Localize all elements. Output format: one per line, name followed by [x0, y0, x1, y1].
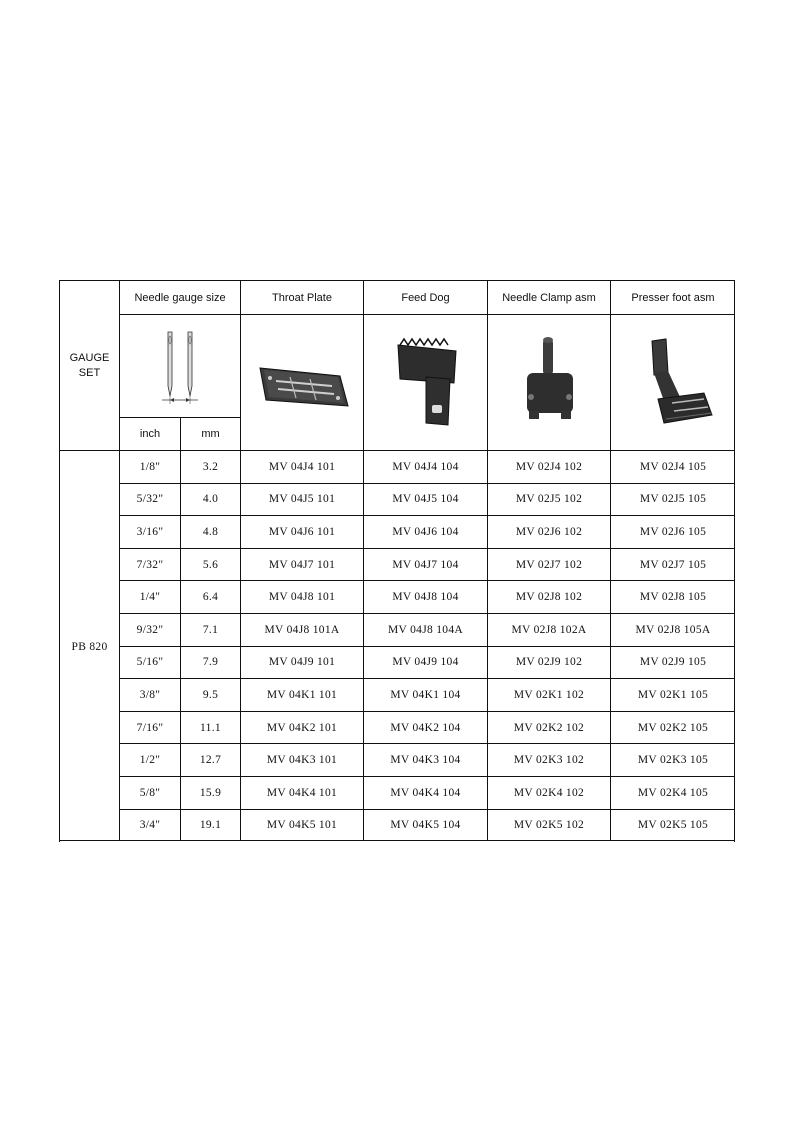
cell-throat-plate-text: MV 04K4 101 — [266, 786, 338, 799]
gauge-set-text: GAUGE SET — [69, 351, 110, 379]
header-throat-plate-label: Throat Plate — [272, 291, 332, 304]
header-presser-foot — [610, 280, 735, 314]
cell-throat-plate-text: MV 04J8 101A — [264, 623, 340, 636]
cell-feed-dog-text: MV 04J9 104 — [392, 656, 459, 669]
cell-throat-plate-text: MV 04J4 101 — [268, 460, 336, 473]
cell-throat-plate-text: MV 04J8 101 — [268, 591, 336, 604]
cell-inch-text: 1/2" — [139, 754, 161, 767]
cell-throat-plate-text: MV 04K2 101 — [266, 721, 338, 734]
cell-needle-clamp-text: MV 02J9 102 — [515, 656, 583, 669]
cell-needle-clamp-text: MV 02K4 102 — [513, 786, 585, 799]
cell-mm — [180, 483, 240, 516]
cell-inch — [119, 678, 180, 711]
cell-inch — [119, 483, 180, 516]
cell-inch — [119, 743, 180, 776]
cell-needle-clamp-text: MV 02K2 102 — [513, 721, 585, 734]
cell-inch — [119, 646, 180, 679]
cell-mm-text: 15.9 — [199, 786, 222, 799]
cell-needle-clamp — [487, 515, 610, 548]
cell-throat-plate — [240, 646, 363, 679]
cell-needle-clamp-text: MV 02J5 102 — [515, 493, 583, 506]
cell-mm-text: 12.7 — [199, 754, 222, 767]
cell-presser-foot-text: MV 02K4 105 — [637, 786, 709, 799]
cell-throat-plate — [240, 450, 363, 483]
cell-presser-foot-text: MV 02J4 105 — [639, 460, 707, 473]
cell-mm — [180, 678, 240, 711]
cell-inch-text: 5/16" — [136, 656, 164, 669]
cell-presser-foot — [610, 711, 735, 744]
cell-feed-dog-text: MV 04J6 104 — [392, 525, 459, 538]
presser-foot-image-cell — [610, 314, 735, 450]
cell-feed-dog — [363, 580, 487, 613]
cell-throat-plate-text: MV 04K3 101 — [266, 754, 338, 767]
header-feed-dog-label: Feed Dog — [401, 291, 450, 304]
cell-presser-foot — [610, 678, 735, 711]
cell-throat-plate — [240, 515, 363, 548]
cell-presser-foot-text: MV 02K5 105 — [637, 819, 709, 832]
cell-throat-plate — [240, 613, 363, 646]
cell-needle-clamp — [487, 646, 610, 679]
cell-mm — [180, 776, 240, 809]
cell-mm — [180, 743, 240, 776]
cell-mm — [180, 613, 240, 646]
cell-needle-clamp — [487, 743, 610, 776]
cell-feed-dog — [363, 483, 487, 516]
cell-needle-clamp-text: MV 02J8 102A — [511, 623, 587, 636]
gauge-set-table — [59, 280, 735, 842]
presser-foot-icon — [628, 333, 718, 433]
cell-mm-text: 5.6 — [202, 558, 219, 571]
needle-gauge-image-cell — [119, 314, 240, 417]
cell-mm-text: 19.1 — [199, 819, 222, 832]
cell-feed-dog — [363, 548, 487, 581]
cell-mm — [180, 515, 240, 548]
cell-feed-dog — [363, 646, 487, 679]
cell-throat-plate — [240, 580, 363, 613]
cell-presser-foot-text: MV 02K3 105 — [637, 754, 709, 767]
table-right-border — [734, 280, 735, 842]
cell-throat-plate — [240, 743, 363, 776]
model-cell — [59, 450, 119, 842]
cell-inch — [119, 548, 180, 581]
model-label: PB 820 — [71, 640, 108, 653]
cell-inch-text: 5/8" — [139, 786, 161, 799]
header-throat-plate — [240, 280, 363, 314]
cell-needle-clamp — [487, 711, 610, 744]
throat-plate-icon — [252, 348, 352, 418]
cell-inch — [119, 580, 180, 613]
cell-needle-clamp — [487, 450, 610, 483]
cell-inch-text: 9/32" — [136, 623, 164, 636]
cell-needle-clamp — [487, 776, 610, 809]
cell-mm — [180, 809, 240, 842]
cell-mm-text: 4.0 — [202, 493, 219, 506]
cell-mm-text: 9.5 — [202, 688, 219, 701]
cell-feed-dog-text: MV 04K2 104 — [390, 721, 461, 734]
cell-needle-clamp-text: MV 02K5 102 — [513, 819, 585, 832]
cell-presser-foot-text: MV 02J6 105 — [639, 525, 707, 538]
cell-presser-foot-text: MV 02J5 105 — [639, 493, 707, 506]
cell-throat-plate — [240, 548, 363, 581]
cell-presser-foot — [610, 613, 735, 646]
cell-inch-text: 1/8" — [139, 460, 161, 473]
cell-inch-text: 5/32" — [136, 493, 164, 506]
subheader-mm-label: mm — [201, 428, 220, 440]
header-needle-clamp — [487, 280, 610, 314]
cell-throat-plate-text: MV 04J9 101 — [268, 656, 336, 669]
cell-needle-clamp — [487, 678, 610, 711]
subheader-mm — [180, 417, 240, 450]
cell-throat-plate — [240, 678, 363, 711]
cell-presser-foot-text: MV 02J7 105 — [639, 558, 707, 571]
cell-mm — [180, 580, 240, 613]
cell-throat-plate-text: MV 04J5 101 — [268, 493, 336, 506]
cell-throat-plate — [240, 776, 363, 809]
cell-inch — [119, 613, 180, 646]
cell-feed-dog-text: MV 04J4 104 — [392, 460, 459, 473]
cell-feed-dog — [363, 809, 487, 842]
cell-inch-text: 3/8" — [139, 688, 161, 701]
subheader-inch — [119, 417, 180, 450]
cell-feed-dog — [363, 678, 487, 711]
cell-presser-foot — [610, 580, 735, 613]
cell-presser-foot — [610, 450, 735, 483]
cell-presser-foot-text: MV 02J8 105A — [635, 623, 711, 636]
cell-mm-text: 6.4 — [202, 591, 219, 604]
cell-inch — [119, 515, 180, 548]
cell-presser-foot — [610, 515, 735, 548]
cell-throat-plate — [240, 711, 363, 744]
cell-presser-foot-text: MV 02K1 105 — [637, 688, 709, 701]
cell-throat-plate-text: MV 04K1 101 — [266, 688, 338, 701]
cell-mm — [180, 548, 240, 581]
cell-needle-clamp — [487, 483, 610, 516]
cell-feed-dog — [363, 711, 487, 744]
cell-mm-text: 7.9 — [202, 656, 219, 669]
cell-needle-clamp-text: MV 02K1 102 — [513, 688, 585, 701]
cell-presser-foot — [610, 809, 735, 842]
cell-inch-text: 3/16" — [136, 525, 164, 538]
header-feed-dog — [363, 280, 487, 314]
cell-needle-clamp — [487, 613, 610, 646]
cell-feed-dog-text: MV 04J8 104 — [392, 591, 459, 604]
cell-feed-dog-text: MV 04J8 104A — [388, 623, 463, 636]
cell-mm-text: 7.1 — [202, 623, 219, 636]
cell-feed-dog — [363, 776, 487, 809]
cell-needle-clamp-text: MV 02K3 102 — [513, 754, 585, 767]
cell-feed-dog — [363, 450, 487, 483]
cell-needle-clamp-text: MV 02J8 102 — [515, 591, 583, 604]
cell-mm — [180, 450, 240, 483]
feed-dog-icon — [386, 333, 466, 433]
cell-feed-dog-text: MV 04J7 104 — [392, 558, 459, 571]
cell-presser-foot — [610, 646, 735, 679]
cell-needle-clamp-text: MV 02J4 102 — [515, 460, 583, 473]
header-needle-clamp-label: Needle Clamp asm — [502, 291, 596, 304]
cell-presser-foot-text: MV 02K2 105 — [637, 721, 709, 734]
table-bottom-border — [59, 840, 735, 841]
cell-feed-dog-text: MV 04K5 104 — [390, 819, 461, 832]
cell-mm — [180, 646, 240, 679]
cell-feed-dog — [363, 613, 487, 646]
cell-throat-plate — [240, 809, 363, 842]
cell-inch-text: 3/4" — [139, 819, 161, 832]
cell-needle-clamp-text: MV 02J7 102 — [515, 558, 583, 571]
cell-mm-text: 11.1 — [200, 721, 221, 734]
cell-feed-dog — [363, 515, 487, 548]
subheader-inch-label: inch — [139, 428, 161, 440]
cell-feed-dog — [363, 743, 487, 776]
cell-presser-foot — [610, 776, 735, 809]
cell-mm — [180, 711, 240, 744]
cell-needle-clamp — [487, 809, 610, 842]
cell-feed-dog-text: MV 04K3 104 — [390, 754, 461, 767]
throat-plate-image-cell — [240, 314, 363, 450]
cell-throat-plate-text: MV 04J7 101 — [268, 558, 336, 571]
cell-inch-text: 1/4" — [139, 591, 161, 604]
feed-dog-image-cell — [363, 314, 487, 450]
cell-inch — [119, 809, 180, 842]
cell-feed-dog-text: MV 04J5 104 — [392, 493, 459, 506]
cell-mm-text: 3.2 — [202, 460, 219, 473]
cell-inch-text: 7/16" — [136, 721, 164, 734]
cell-presser-foot-text: MV 02J8 105 — [639, 591, 707, 604]
cell-throat-plate — [240, 483, 363, 516]
header-presser-foot-label: Presser foot asm — [631, 291, 715, 304]
needle-clamp-icon — [509, 333, 589, 433]
gauge-set-label — [59, 280, 119, 450]
cell-feed-dog-text: MV 04K1 104 — [390, 688, 461, 701]
cell-presser-foot — [610, 548, 735, 581]
cell-throat-plate-text: MV 04J6 101 — [268, 525, 336, 538]
needle-clamp-image-cell — [487, 314, 610, 450]
header-needle-gauge-size — [119, 280, 240, 314]
needle-gauge-diagram-icon — [150, 326, 210, 406]
cell-inch — [119, 711, 180, 744]
cell-throat-plate-text: MV 04K5 101 — [266, 819, 338, 832]
cell-presser-foot — [610, 743, 735, 776]
header-needle-gauge-size-label: Needle gauge size — [134, 291, 226, 304]
cell-mm-text: 4.8 — [202, 525, 219, 538]
cell-feed-dog-text: MV 04K4 104 — [390, 786, 461, 799]
cell-needle-clamp — [487, 580, 610, 613]
cell-inch-text: 7/32" — [136, 558, 164, 571]
cell-presser-foot — [610, 483, 735, 516]
cell-presser-foot-text: MV 02J9 105 — [639, 656, 707, 669]
cell-inch — [119, 450, 180, 483]
cell-needle-clamp — [487, 548, 610, 581]
cell-needle-clamp-text: MV 02J6 102 — [515, 525, 583, 538]
cell-inch — [119, 776, 180, 809]
